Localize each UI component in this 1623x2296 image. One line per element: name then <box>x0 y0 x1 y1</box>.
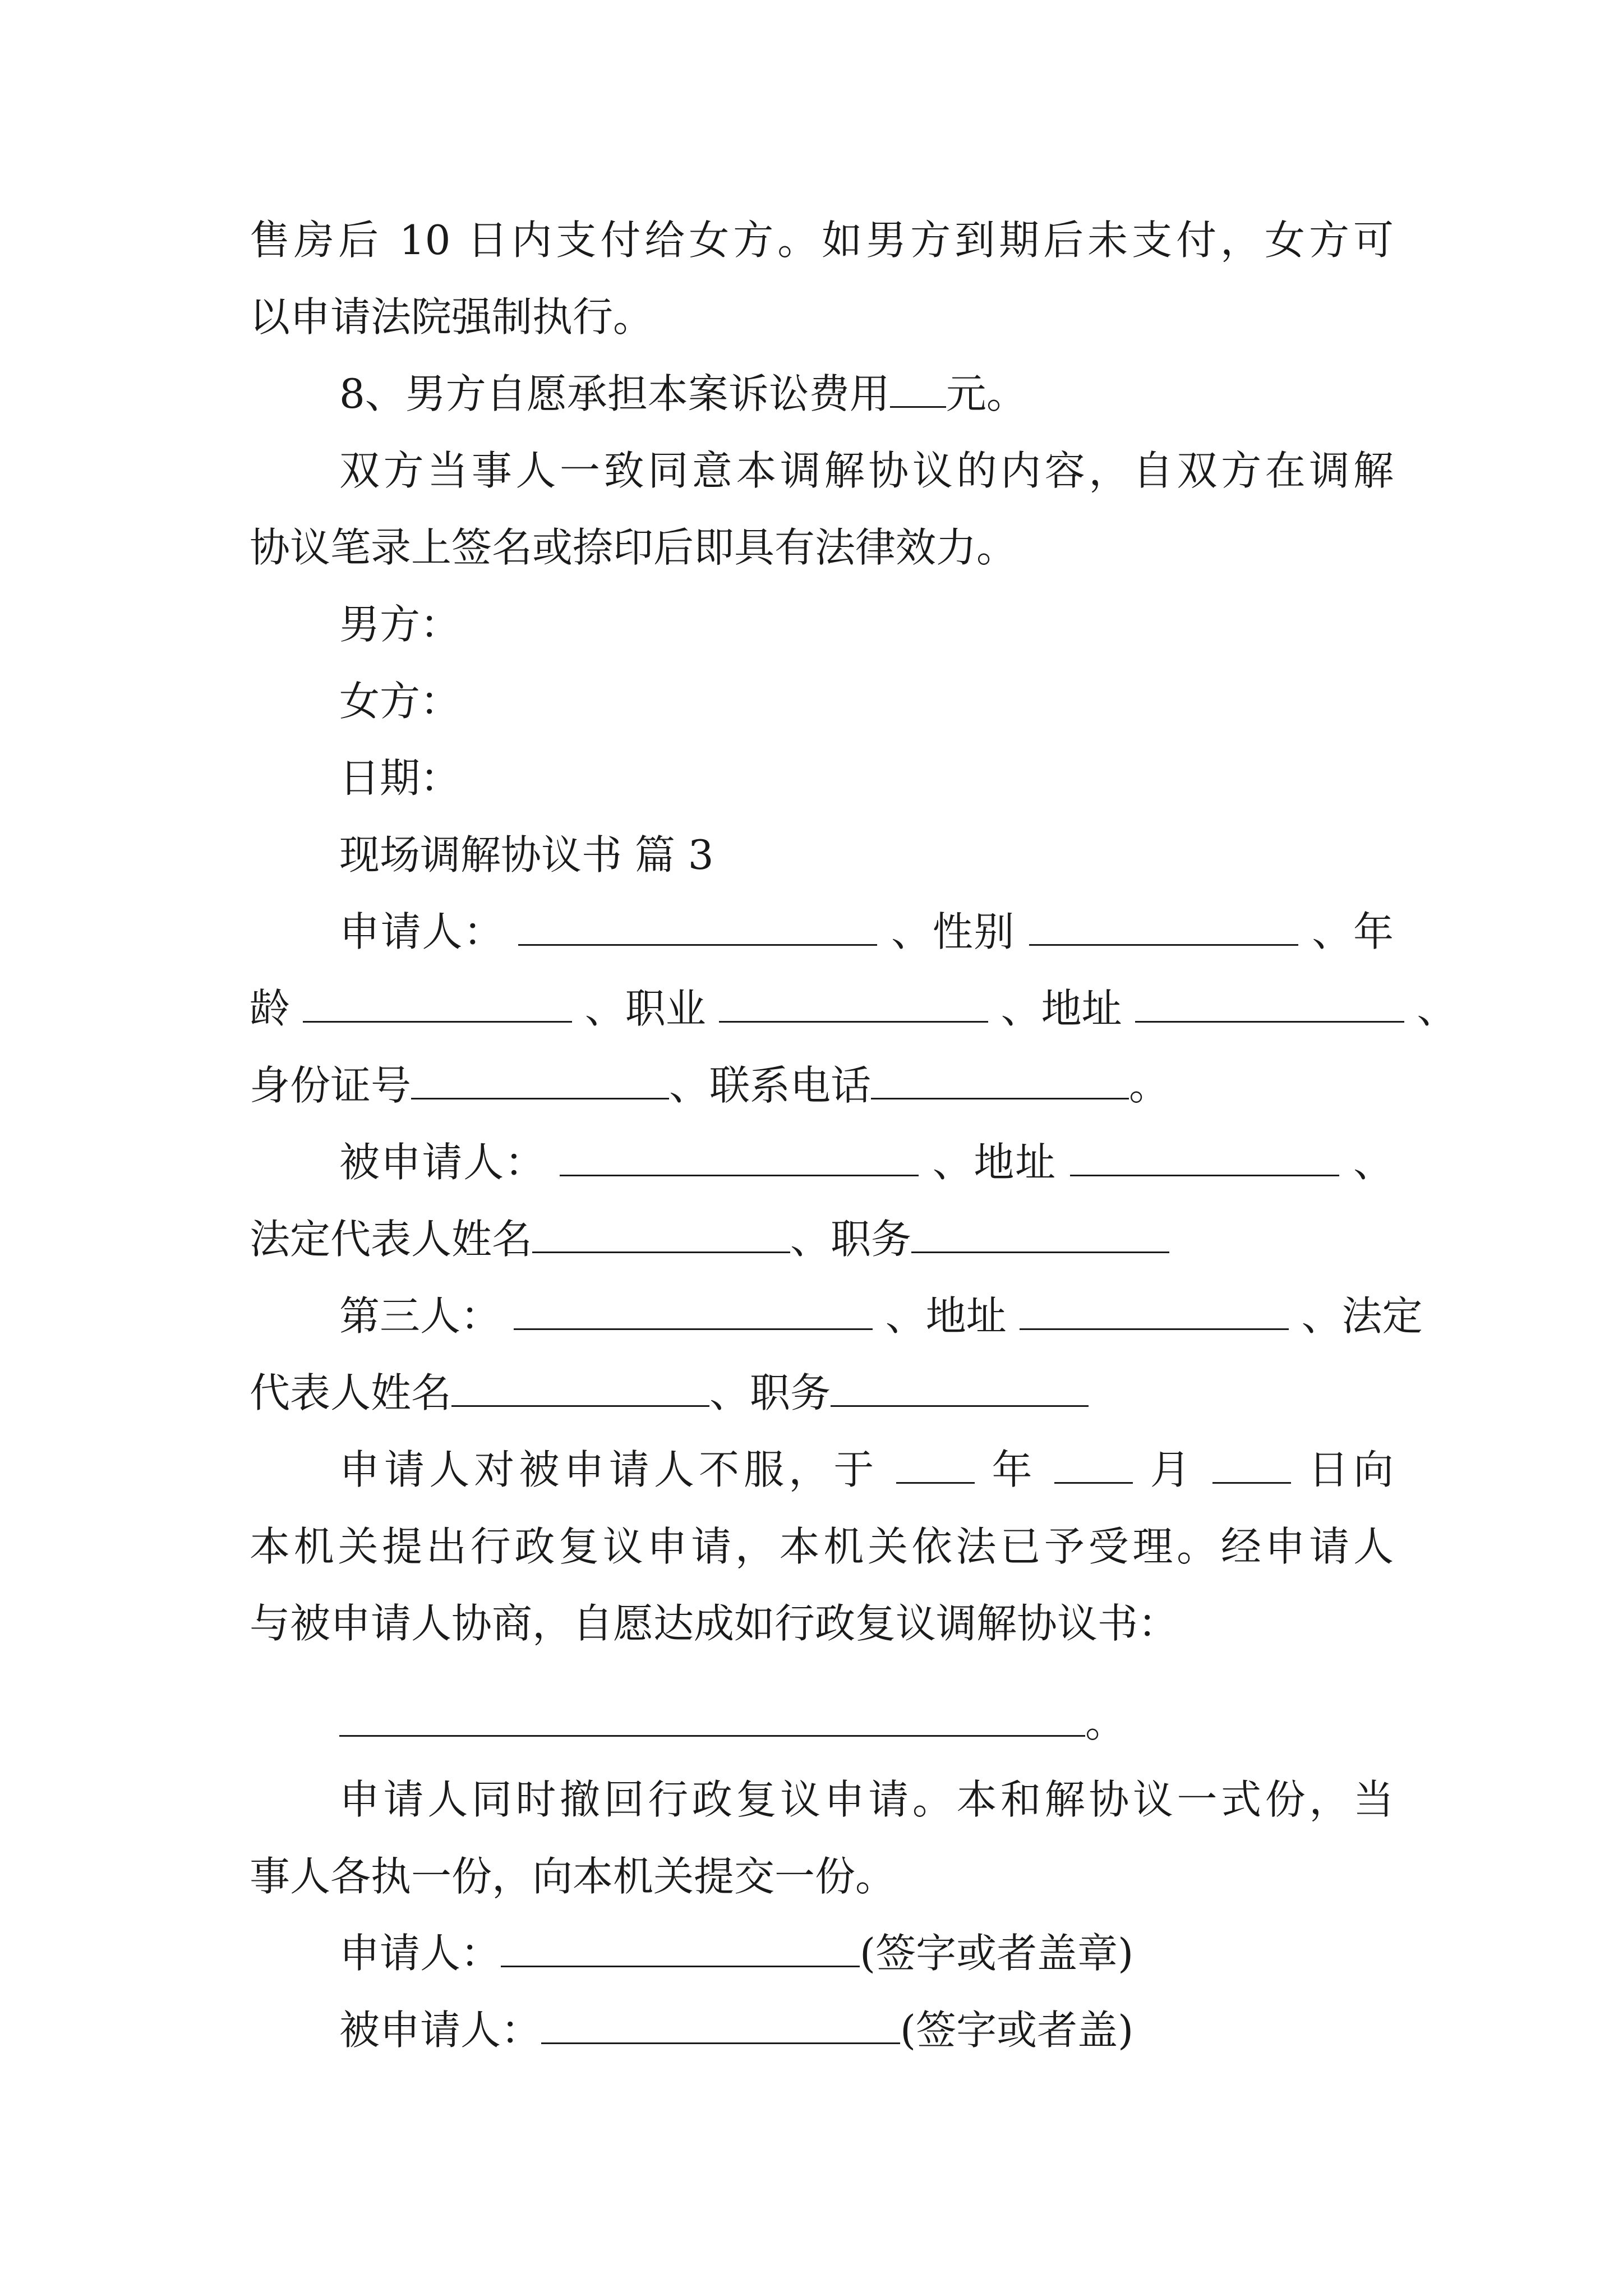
text: (签字或者盖章) <box>860 1930 1134 1977</box>
text: 双方当事人一致同意本调解协议的内容，自双方在调解 <box>339 447 1394 494</box>
paragraph-line <box>250 1685 1394 1761</box>
text: 被申请人： <box>339 1139 546 1186</box>
text: (签字或者盖) <box>900 2007 1134 2054</box>
text: 申请人： <box>339 1930 501 1977</box>
third-party-position-blank[interactable] <box>831 1368 1089 1407</box>
occupation-blank[interactable] <box>719 984 988 1023</box>
text: 被申请人： <box>339 2007 542 2054</box>
applicant-signature-line <box>250 1915 1394 1992</box>
spacer <box>250 1662 1394 1685</box>
text: 8、男方自愿承担本案诉讼费用 <box>339 370 890 417</box>
phone-blank[interactable] <box>871 1061 1129 1099</box>
third-party-name-blank[interactable] <box>514 1291 873 1330</box>
text: 身份证号 <box>250 1062 412 1109</box>
text: 、职务 <box>790 1216 912 1263</box>
text: 、年 <box>1312 908 1394 955</box>
section-heading <box>250 817 1394 894</box>
gender-blank[interactable] <box>1029 907 1298 946</box>
applicant-signature-blank[interactable] <box>501 1929 860 1967</box>
document-body <box>250 202 1458 2069</box>
day-blank[interactable] <box>1212 1445 1291 1484</box>
position-blank[interactable] <box>911 1214 1169 1253</box>
text: 年 <box>992 1446 1037 1493</box>
text: 日向 <box>1308 1446 1394 1493</box>
text: 申请人对被申请人不服，于 <box>339 1446 879 1493</box>
agreement-content-blank[interactable] <box>339 1698 1085 1737</box>
paragraph-line <box>250 1278 1423 1355</box>
legal-rep-name-blank[interactable] <box>532 1214 790 1253</box>
text: 、联系电话 <box>669 1062 872 1109</box>
text: 、性别 <box>891 908 1016 955</box>
paragraph-line <box>250 1201 1394 1278</box>
applicant-name-blank[interactable] <box>518 907 877 946</box>
text: 男方： <box>339 601 461 648</box>
date-label <box>250 740 1394 817</box>
text: 法定代表人姓名 <box>250 1216 533 1263</box>
third-party-rep-blank[interactable] <box>451 1368 709 1407</box>
paragraph-line <box>250 1508 1394 1585</box>
third-party-address-blank[interactable] <box>1020 1291 1289 1330</box>
text: 以申请法院强制执行。 <box>250 293 654 341</box>
paragraph-line <box>250 509 1394 586</box>
text: 第三人： <box>339 1292 501 1340</box>
signature-female-label <box>250 663 1394 740</box>
text: 申请人同时撤回行政复议申请。本和解协议一式份，当 <box>339 1776 1394 1823</box>
paragraph-line <box>250 356 1394 432</box>
respondent-signature-line <box>250 1992 1394 2069</box>
text: 、地址 <box>932 1139 1057 1186</box>
paragraph-line <box>250 894 1394 970</box>
text: 女方： <box>339 678 461 725</box>
text: 代表人姓名 <box>250 1369 452 1416</box>
text: 售房后 10 日内支付给女方。如男方到期后未支付，女方可 <box>250 217 1394 264</box>
paragraph-line <box>250 1047 1394 1124</box>
address-blank[interactable] <box>1135 984 1404 1023</box>
paragraph-line <box>250 1355 1394 1432</box>
paragraph-line <box>250 970 1458 1047</box>
respondent-name-blank[interactable] <box>560 1138 919 1176</box>
text: 、地址 <box>885 1292 1007 1340</box>
text: 龄 <box>250 985 291 1032</box>
paragraph-line <box>250 1585 1394 1662</box>
respondent-signature-blank[interactable] <box>541 2005 900 2044</box>
paragraph-line <box>250 1432 1394 1508</box>
text: 。 <box>1085 1699 1126 1746</box>
text: 事人各执一份，向本机关提交一份。 <box>250 1853 896 1900</box>
text: 、 <box>1417 985 1458 1032</box>
text: 、 <box>1353 1139 1394 1186</box>
paragraph-line <box>250 1761 1394 1838</box>
text: 与被申请人协商，自愿达成如行政复议调解协议书： <box>250 1600 1179 1647</box>
text: 申请人： <box>339 908 505 955</box>
paragraph-line <box>250 1124 1394 1201</box>
id-number-blank[interactable] <box>411 1061 669 1099</box>
month-blank[interactable] <box>1054 1445 1133 1484</box>
paragraph-line <box>250 432 1394 509</box>
text: 元。 <box>946 370 1027 417</box>
text: 、地址 <box>1000 985 1122 1032</box>
text: 现场调解协议书 篇 3 <box>339 831 714 878</box>
paragraph-line <box>250 1838 1394 1915</box>
respondent-address-blank[interactable] <box>1070 1138 1339 1176</box>
text: 、法定 <box>1301 1292 1423 1340</box>
text: 日期： <box>339 754 461 802</box>
paragraph-line <box>250 279 1394 356</box>
text: 月 <box>1150 1446 1195 1493</box>
signature-male-label <box>250 586 1394 663</box>
text: 本机关提出行政复议申请，本机关依法已予受理。经申请人 <box>250 1523 1394 1570</box>
fill-in-blank[interactable] <box>890 369 946 408</box>
text: 、职务 <box>709 1369 831 1416</box>
text: 协议笔录上签名或捺印后即具有法律效力。 <box>250 524 1017 571</box>
year-blank[interactable] <box>896 1445 975 1484</box>
age-blank[interactable] <box>303 984 572 1023</box>
paragraph-line <box>250 202 1394 279</box>
text: 、职业 <box>584 985 706 1032</box>
text: 。 <box>1129 1062 1170 1109</box>
